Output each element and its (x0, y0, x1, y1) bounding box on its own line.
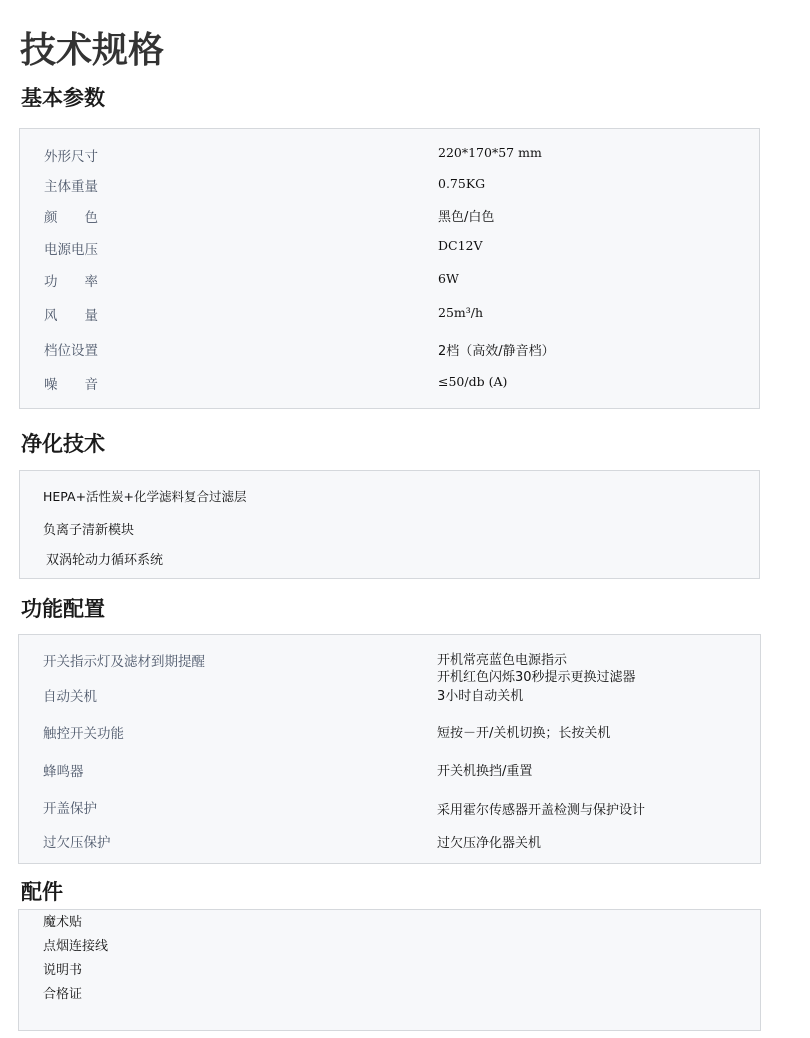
feature-value: 短按－开/关机切换；长按关机 (437, 726, 611, 741)
param-label: 外形尺寸 (44, 149, 98, 165)
basic-section-title: 基本参数 (21, 86, 105, 110)
feature-label: 开关指示灯及滤材到期提醒 (43, 654, 205, 670)
feature-value: 过欠压净化器关机 (437, 836, 542, 851)
param-label: 主体重量 (44, 179, 98, 195)
feature-value: 3小时自动关机 (437, 689, 524, 704)
list-item: 负离子清新模块 (43, 523, 135, 538)
page-title: 技术规格 (20, 30, 165, 71)
list-item: 合格证 (43, 987, 83, 1002)
param-value: ≤50/db (A) (438, 374, 508, 389)
feature-label: 自动关机 (43, 689, 97, 705)
param-value: DC12V (438, 238, 483, 253)
param-value: 25m³/h (438, 305, 484, 320)
list-item: 魔术贴 (43, 915, 83, 930)
param-label: 颜 色 (44, 210, 98, 226)
basic-params-table (19, 128, 760, 409)
feature-label: 触控开关功能 (43, 726, 124, 742)
feature-label: 蜂鸣器 (43, 764, 84, 780)
list-item: 双涡轮动力循环系统 (46, 553, 164, 568)
param-label: 电源电压 (44, 242, 98, 258)
param-label: 风 量 (44, 308, 98, 324)
param-label: 功 率 (44, 274, 98, 290)
param-value: 2档（高效/静音档） (438, 344, 555, 359)
purify-section-title: 净化技术 (21, 432, 105, 456)
accessories-list (18, 909, 761, 1031)
param-value: 黑色/白色 (438, 210, 495, 225)
param-label: 噪 音 (44, 377, 98, 393)
features-section-title: 功能配置 (21, 597, 105, 621)
list-item: HEPA+活性炭+化学滤料复合过滤层 (43, 489, 247, 504)
features-table (18, 634, 761, 864)
feature-value: 开关机换挡/重置 (437, 764, 533, 779)
feature-label: 过欠压保护 (43, 835, 111, 851)
list-item: 说明书 (43, 963, 83, 978)
feature-value: 采用霍尔传感器开盖检测与保护设计 (437, 803, 646, 818)
feature-label: 开盖保护 (43, 801, 97, 817)
param-value: 6W (438, 271, 459, 286)
accessories-section-title: 配件 (21, 880, 63, 904)
param-label: 档位设置 (44, 343, 98, 359)
purify-list (19, 470, 760, 579)
param-value: 0.75KG (438, 176, 486, 191)
feature-value-line2: 开机红色闪烁30秒提示更换过滤器 (437, 670, 636, 685)
param-value: 220*170*57 mm (438, 145, 542, 160)
list-item: 点烟连接线 (43, 939, 109, 954)
feature-value: 开机常亮蓝色电源指示 (437, 653, 568, 668)
